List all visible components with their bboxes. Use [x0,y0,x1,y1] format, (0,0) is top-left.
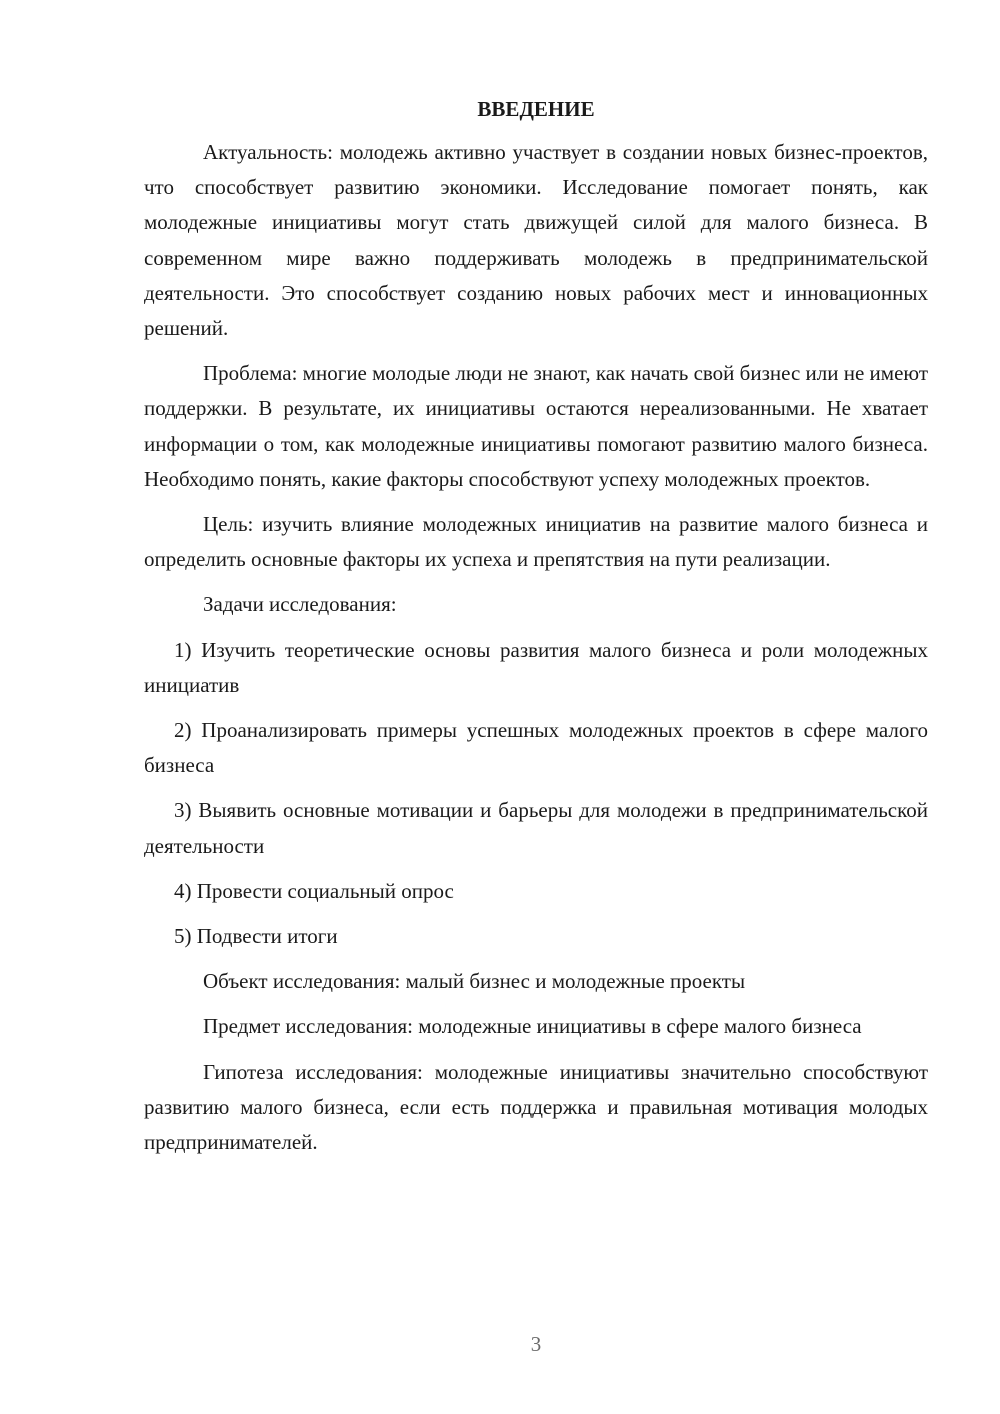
task-item-3: 3) Выявить основные мотивации и барьеры для молодежи в предпринимательской деятельности [144,798,928,858]
page-number: 3 [530,1332,542,1356]
paragraph-subject: Предмет исследования: молодежные инициативы в сфере малого бизнеса [203,1014,862,1039]
paragraph-tasks-heading: Задачи исследования: [203,592,397,617]
paragraph-problem: Проблема: многие молодые люди не знают, как начать свой бизнес или не имеют поддержки. В результате, их инициативы остаются нереализованными. Не хватает информации о том, как молодежные инициативы помогают развитию малого бизнеса. Необходимо понять, какие факторы способствуют успеху молодежных проектов. [144,361,928,491]
paragraph-object: Объект исследования: малый бизнес и молодежные проекты [203,969,746,994]
task-item-4: 4) Провести социальный опрос [174,878,454,903]
paragraph-goal: Цель: изучить влияние молодежных инициатив на развитие малого бизнеса и определить основные факторы их успеха и препятствия на пути реализации. [144,512,928,572]
paragraph-hypothesis: Гипотеза исследования: молодежные инициативы значительно способствуют развитию малого бизнеса, если есть поддержка и правильная мотивация молодых предпринимателей. [144,1059,928,1155]
task-item-1: 1) Изучить теоретические основы развития малого бизнеса и роли молодежных инициатив [144,637,928,697]
document-page [144,92,928,1170]
paragraph-relevance: Актуальность: молодежь активно участвует в создании новых бизнес-проектов, что способствует развитию экономики. Исследование помогает понять, как молодежные инициативы могут стать движущей силой для малого бизнеса. В современном мире важно поддерживать молодежь в предпринимательской деятельности. Это способствует созданию новых рабочих мест и инновационных решений. [144,140,928,341]
section-heading: ВВЕДЕНИЕ [477,97,595,121]
task-item-5: 5) Подвести итоги [174,924,338,949]
task-item-2: 2) Проанализировать примеры успешных молодежных проектов в сфере малого бизнеса [144,718,928,778]
